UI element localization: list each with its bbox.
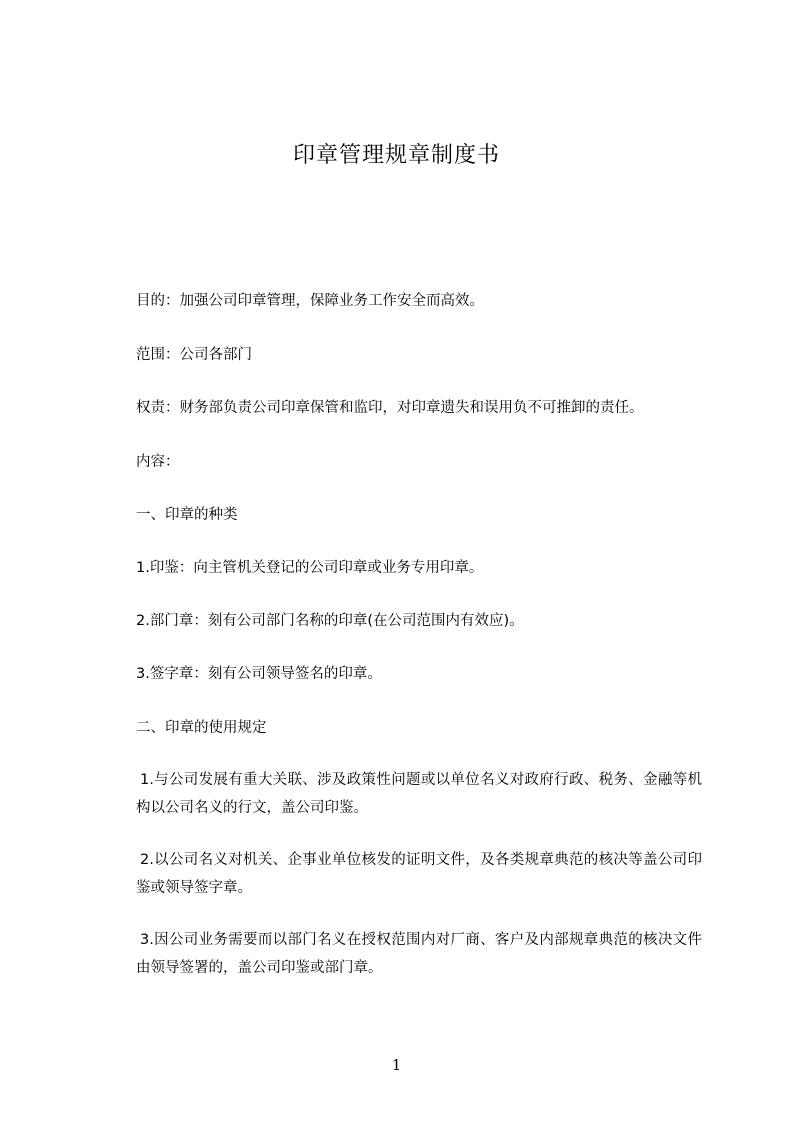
list-item: 2.以公司名义对机关、企事业单位核发的证明文件，及各类规章典范的核决等盖公司印鉴或领导签字章。 (136, 852, 702, 896)
list-item: 1.印鉴：向主管机关登记的公司印章或业务专用印章。 (136, 560, 484, 576)
scope-line: 范围：公司各部门 (136, 347, 252, 363)
content-label: 内容： (136, 454, 180, 470)
list-item: 1.与公司发展有重大关联、涉及政策性问题或以单位名义对政府行政、税务、金融等机构以公司名义的行文，盖公司印鉴。 (136, 772, 702, 816)
page-number: 1 (391, 1056, 402, 1074)
section-heading-seal-usage: 二、印章的使用规定 (136, 720, 267, 736)
list-item: 3.签字章：刻有公司领导签名的印章。 (136, 666, 382, 682)
document-title: 印章管理规章制度书 (292, 143, 500, 168)
section-heading-seal-types: 一、印章的种类 (136, 507, 238, 523)
responsibility-line: 权责：财务部负责公司印章保管和监印，对印章遗失和误用负不可推卸的责任。 (136, 400, 644, 416)
list-item: 2.部门章：刻有公司部门名称的印章(在公司范围内有效应)。 (136, 613, 524, 629)
purpose-line: 目的：加强公司印章管理，保障业务工作安全而高效。 (136, 293, 484, 309)
list-item: 3.因公司业务需要而以部门名义在授权范围内对厂商、客户及内部规章典范的核决文件由领导签署的，盖公司印鉴或部门章。 (136, 932, 702, 976)
